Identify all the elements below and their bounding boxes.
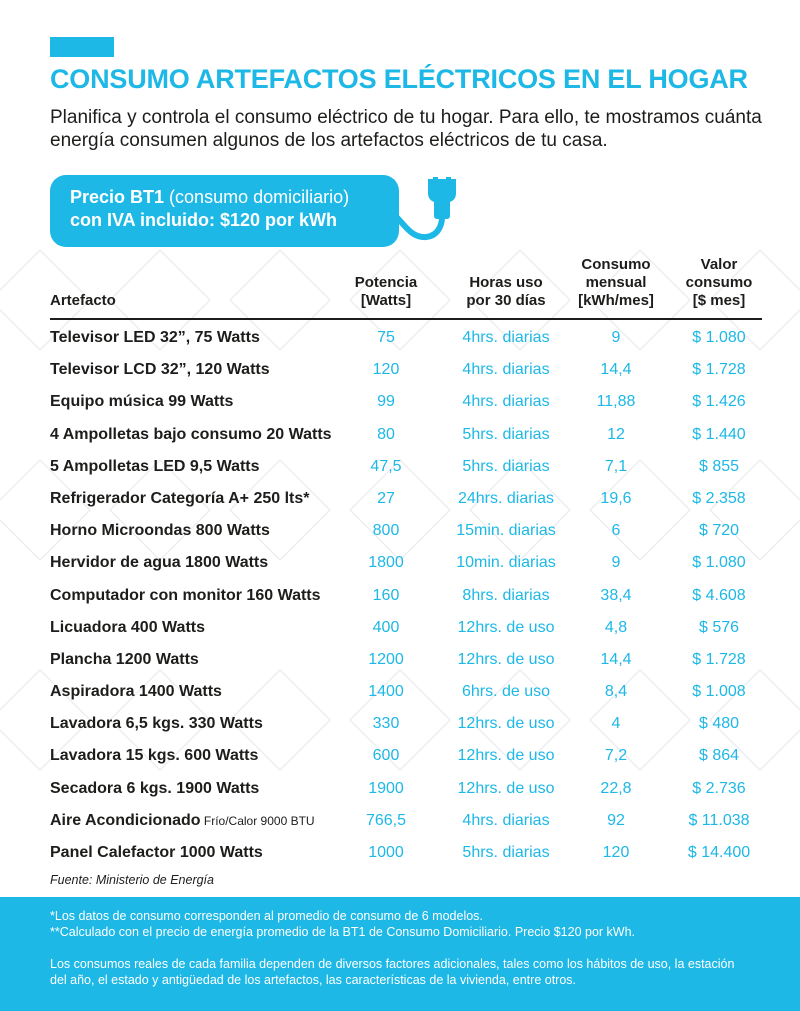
cell-valor: $ 1.728 [692, 650, 746, 668]
cell-artefacto [50, 458, 260, 476]
artefacto-name: Aspiradora 1400 Watts [50, 683, 222, 701]
artefacto-name: Televisor LED 32”, 75 Watts [50, 329, 260, 346]
cell-horas: 6hrs. de uso [461, 683, 551, 701]
header-consumo-line2: mensual [585, 274, 647, 291]
cell-horas: 5hrs. diarias [462, 425, 550, 443]
cell-consumo: 4,8 [604, 618, 628, 636]
table-row [0, 837, 800, 869]
cell-consumo: 14,4 [600, 650, 632, 668]
cell-potencia: 1000 [368, 844, 404, 861]
cell-potencia: 800 [372, 522, 400, 540]
artefacto-name: Hervidor de agua 1800 Watts [50, 554, 269, 572]
cell-consumo: 7,2 [604, 747, 628, 765]
artefacto-name: Computador con monitor 160 Watts [50, 586, 321, 604]
price-line-1 [70, 186, 379, 209]
footer-spacer [50, 940, 750, 956]
table-row [0, 612, 800, 644]
cell-consumo: 11,88 [596, 393, 636, 411]
cell-consumo: 120 [602, 844, 630, 861]
cell-consumo: 14,4 [600, 361, 632, 379]
header-artefacto: Artefacto [50, 292, 116, 309]
header-valor-line1: Valor [700, 256, 738, 273]
cell-artefacto [50, 587, 321, 605]
cell-horas: 4hrs. diarias [462, 811, 550, 829]
header-consumo-line3: [kWh/mes] [578, 292, 654, 309]
cell-valor: $ 1.426 [692, 393, 746, 411]
footer-notes [0, 897, 800, 1011]
artefacto-name: Lavadora 6,5 kgs. 330 Watts [50, 715, 263, 733]
cell-valor: $ 11.038 [688, 811, 750, 829]
table-row [0, 773, 800, 805]
cell-artefacto [50, 426, 332, 444]
cell-artefacto [50, 361, 270, 379]
header-valor-line2: consumo [685, 274, 753, 291]
cell-artefacto [50, 683, 222, 701]
cell-valor: $ 1.008 [692, 683, 746, 701]
cell-horas: 4hrs. diarias [462, 329, 550, 346]
cell-valor: $ 2.358 [692, 489, 746, 507]
cell-horas: 5hrs. diarias [462, 457, 550, 475]
table-row [0, 676, 800, 708]
source-note: Fuente: Ministerio de Energía [50, 873, 214, 887]
intro-text: Planifica y controla el consumo eléctrico de tu hogar. Para ello, te mostramos cuánta energía consumen algunos de los artefactos eléctricos de tu casa. [50, 107, 762, 151]
cell-horas: 4hrs. diarias [462, 393, 550, 411]
header-potencia-line2: [Watts] [360, 292, 412, 309]
cell-consumo: 7,1 [604, 457, 628, 475]
cell-artefacto [50, 522, 270, 540]
artefacto-name: 5 Ampolletas LED 9,5 Watts [50, 457, 260, 475]
footnote-2: **Calculado con el precio de energía promedio de la BT1 de Consumo Domiciliario. Precio $120 por kWh. [50, 925, 636, 939]
table-row [0, 644, 800, 676]
cell-consumo: 92 [607, 811, 625, 829]
header-horas-line2: por 30 días [466, 292, 546, 309]
cell-artefacto [50, 715, 263, 733]
cell-potencia: 47,5 [370, 457, 402, 475]
artefacto-name: Refrigerador Categoría A+ 250 lts* [50, 489, 310, 507]
price-value: con IVA incluido: $120 por kWh [70, 210, 338, 230]
cell-potencia: 400 [372, 618, 400, 636]
table-row [0, 805, 800, 837]
cell-horas: 15min. diarias [456, 522, 556, 540]
cell-potencia: 1900 [368, 779, 404, 797]
cell-consumo: 22,8 [600, 779, 632, 797]
table-row [0, 580, 800, 612]
cell-potencia: 160 [372, 586, 400, 604]
cell-consumo: 38,4 [600, 586, 632, 604]
cell-valor: $ 855 [698, 457, 740, 475]
price-label-bold: Precio BT1 [70, 187, 165, 207]
artefacto-name: Panel Calefactor 1000 Watts [50, 844, 263, 861]
cell-artefacto [50, 619, 205, 637]
cell-potencia: 330 [372, 715, 400, 733]
table-row [0, 419, 800, 451]
cell-potencia: 27 [377, 489, 395, 507]
artefacto-note: Frío/Calor 9000 BTU [200, 813, 315, 828]
table-row [0, 354, 800, 386]
cell-valor: $ 1.440 [692, 425, 746, 443]
cell-horas: 5hrs. diarias [462, 844, 550, 861]
cell-horas: 12hrs. de uso [457, 618, 555, 636]
header-horas-line1: Horas uso [469, 274, 543, 291]
artefacto-name: Plancha 1200 Watts [50, 650, 199, 668]
cell-valor: $ 1.080 [692, 329, 746, 346]
cell-consumo: 4 [611, 715, 621, 733]
cell-valor: $ 576 [698, 618, 740, 636]
cell-potencia: 1800 [368, 554, 404, 572]
cell-artefacto [50, 844, 263, 862]
cell-valor: $ 2.736 [692, 779, 746, 797]
cell-potencia: 600 [372, 747, 400, 765]
artefacto-name: 4 Ampolletas bajo consumo 20 Watts [50, 425, 332, 443]
cell-horas: 24hrs. diarias [457, 489, 555, 507]
cell-horas: 10min. diarias [456, 554, 556, 572]
cell-artefacto [50, 393, 233, 411]
cell-valor: $ 480 [698, 715, 740, 733]
artefacto-name: Licuadora 400 Watts [50, 618, 206, 636]
header-valor [675, 256, 763, 310]
cell-potencia: 1200 [368, 650, 404, 668]
table-row [0, 451, 800, 483]
cell-artefacto [50, 554, 268, 572]
cell-horas: 4hrs. diarias [462, 361, 550, 379]
header-horas [446, 274, 566, 310]
cell-artefacto [50, 329, 260, 347]
table-row [0, 740, 800, 772]
cell-potencia: 1400 [368, 683, 404, 701]
price-label-rest: (consumo domiciliario) [164, 187, 350, 207]
cell-consumo: 9 [611, 329, 621, 346]
cell-potencia: 99 [377, 393, 395, 411]
artefacto-name: Televisor LCD 32”, 120 Watts [50, 361, 270, 379]
cell-potencia: 120 [372, 361, 400, 379]
page-title: CONSUMO ARTEFACTOS ELÉCTRICOS EN EL HOGAR [50, 64, 748, 94]
header-valor-line3: [$ mes] [692, 292, 746, 309]
cell-artefacto [50, 490, 310, 508]
cell-horas: 12hrs. de uso [457, 779, 555, 797]
artefacto-name: Equipo música 99 Watts [50, 393, 234, 411]
cell-artefacto [50, 651, 199, 669]
cell-horas: 12hrs. de uso [457, 747, 555, 765]
artefacto-name: Secadora 6 kgs. 1900 Watts [50, 779, 260, 797]
table-row [0, 322, 800, 354]
table-row [0, 483, 800, 515]
price-callout [50, 175, 399, 247]
header-potencia [340, 274, 432, 310]
table-row [0, 547, 800, 579]
cell-valor: $ 720 [698, 522, 740, 540]
artefacto-name: Lavadora 15 kgs. 600 Watts [50, 747, 259, 765]
cell-horas: 12hrs. de uso [457, 715, 555, 733]
table-row [0, 386, 800, 418]
cell-horas: 8hrs. diarias [462, 586, 550, 604]
footnote-1: *Los datos de consumo corresponden al promedio de consumo de 6 modelos. [50, 909, 483, 923]
cell-valor: $ 4.608 [692, 586, 746, 604]
cell-consumo: 6 [611, 522, 621, 540]
price-line-2 [70, 209, 379, 232]
cell-consumo: 12 [607, 425, 625, 443]
table-row [0, 708, 800, 740]
artefacto-name: Aire Acondicionado [50, 811, 201, 829]
cell-potencia: 766,5 [365, 811, 407, 829]
header-consumo [568, 256, 664, 310]
cell-consumo: 9 [611, 554, 621, 572]
header-potencia-line1: Potencia [354, 274, 418, 291]
cell-valor: $ 14.400 [687, 844, 751, 861]
header-consumo-line1: Consumo [581, 256, 651, 273]
cell-valor: $ 1.728 [692, 361, 746, 379]
cell-artefacto [50, 812, 315, 830]
table-row [0, 515, 800, 547]
header-divider [50, 318, 762, 320]
cell-consumo: 19,6 [600, 489, 632, 507]
cell-horas: 12hrs. de uso [457, 650, 555, 668]
cell-consumo: 8,4 [604, 683, 628, 701]
appliance-table [0, 322, 800, 869]
cell-valor: $ 1.080 [692, 554, 746, 572]
footnote-3: Los consumos reales de cada familia dependen de diversos factores adicionales, tales como los hábitos de uso, la estación del año, el estado y antigüedad de los artefactos, las características de la vivienda, entre otros. [50, 957, 735, 987]
artefacto-name: Horno Microondas 800 Watts [50, 522, 270, 540]
cell-valor: $ 864 [698, 747, 740, 765]
cell-artefacto [50, 780, 259, 798]
cell-potencia: 80 [377, 425, 395, 443]
cell-artefacto [50, 747, 258, 765]
accent-bar [50, 37, 114, 57]
cell-potencia: 75 [377, 329, 395, 346]
